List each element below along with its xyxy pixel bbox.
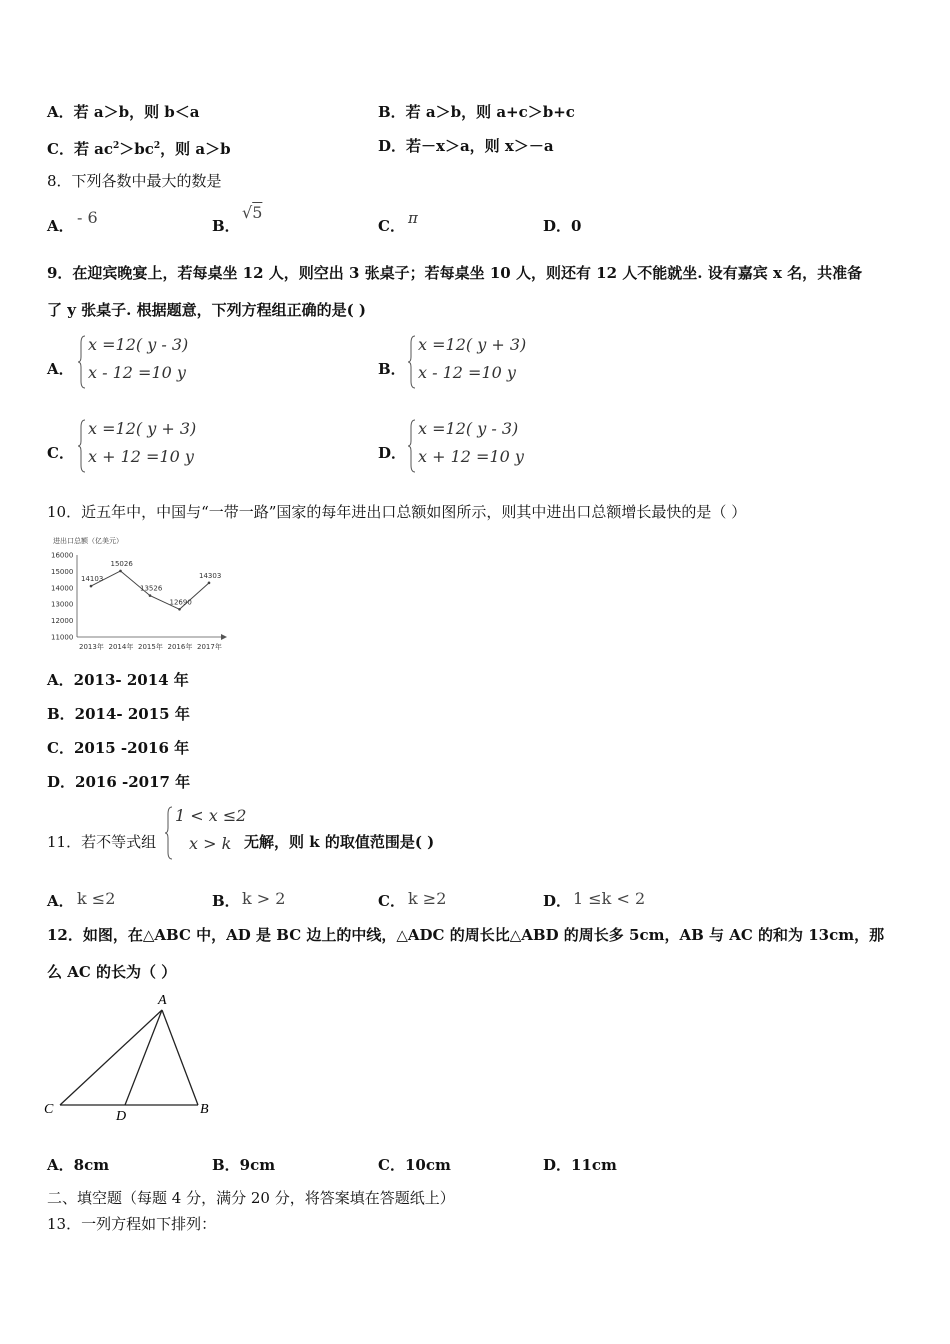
q11-stem-post: 无解，则 k 的取值范围是( ): [244, 833, 435, 851]
q11-option-b: B．: [212, 892, 240, 910]
chart-point: [149, 594, 152, 597]
q10-line-chart: [45, 533, 235, 655]
q9-option-c: C．: [47, 444, 74, 462]
segment-ca: [60, 1010, 162, 1105]
chart-y-tick-label: 14000: [51, 584, 74, 593]
q12-option-c: C．10cm: [378, 1156, 451, 1174]
q11-option-c-value: k ≥2: [408, 889, 447, 908]
chart-data-label: 13526: [140, 584, 163, 593]
point-b-label: B: [200, 1102, 209, 1117]
q12-option-d: D．11cm: [543, 1156, 617, 1174]
q8-option-a-value: - 6: [77, 208, 98, 227]
q7-option-d: D．若－x＞a，则 x＞－a: [378, 137, 554, 155]
chart-title: 进出口总额（亿美元）: [53, 537, 123, 545]
point-c-label: C: [44, 1102, 54, 1117]
chart-data-label: 12690: [169, 598, 192, 607]
segment-ad: [125, 1010, 162, 1105]
q9-stem-line2: 了 y 张桌子. 根据题意，下列方程组正确的是( ): [47, 301, 367, 319]
q11-stem-pre: 11．若不等式组: [47, 833, 157, 851]
point-d-label: D: [116, 1109, 127, 1124]
q9-stem-line1: 9．在迎宾晚宴上，若每桌坐 12 人，则空出 3 张桌子；若每桌坐 10 人，则还有 12 人不能就坐. 设有嘉宾 x 名，共准备: [47, 264, 863, 282]
chart-x-tick-label: 2013年: [79, 643, 104, 651]
section-2-heading: 二、填空题（每题 4 分，满分 20 分，将答案填在答题纸上）: [47, 1189, 455, 1207]
chart-point: [178, 608, 181, 611]
q8-option-b-value: √5: [242, 203, 263, 222]
q12-stem-line1: 12．如图，在△ABC 中，AD 是 BC 边上的中线，△ADC 的周长比△ABD 的周长多 5cm，AB 与 AC 的和为 13cm，那: [47, 926, 885, 944]
q12-option-b: B．9cm: [212, 1156, 276, 1174]
segment-ab: [162, 1010, 198, 1105]
chart-point: [208, 582, 211, 585]
q10-option-c: C．2015 -2016 年: [47, 739, 190, 757]
q7-option-c: C．若 $ac^2>bc^2$，则 a＞b: [47, 140, 231, 158]
q12-option-a: A．8cm: [47, 1156, 110, 1174]
chart-data-label: 14103: [81, 575, 104, 584]
q8-option-c: C．: [378, 217, 405, 235]
q7-option-b: B．若 a＞b，则 a+c＞b+c: [378, 103, 575, 121]
q9-option-a: A．: [47, 360, 74, 378]
q11-option-b-value: k > 2: [242, 889, 286, 908]
chart-y-tick-label: 12000: [51, 617, 74, 626]
q8-option-a: A．: [47, 217, 74, 235]
chart-data-label: 15026: [110, 559, 133, 568]
chart-x-tick-label: 2017年: [197, 643, 222, 651]
chart-y-tick-label: 15000: [51, 567, 74, 576]
q8-option-c-value: π: [408, 209, 418, 227]
chart-data-label: 14303: [199, 571, 222, 580]
q7-option-a: A．若 a＞b，则 b＜a: [47, 103, 200, 121]
q9-option-d: D．: [378, 444, 407, 462]
q10-stem: 10．近五年中，中国与“一带一路”国家的每年进出口总额如图所示，则其中进出口总额增长最快的是（ ）: [47, 503, 747, 521]
chart-y-tick-label: 13000: [51, 600, 74, 609]
chart-point: [119, 570, 122, 573]
chart-x-axis-arrow: [221, 634, 227, 640]
chart-x-tick-label: 2016年: [167, 643, 193, 651]
chart-x-tick-label: 2014年: [108, 643, 134, 651]
chart-y-tick-label: 11000: [51, 633, 74, 642]
q12-stem-line2: 么 AC 的长为（ ）: [47, 963, 177, 981]
q13-stem: 13．一列方程如下排列：: [47, 1215, 217, 1233]
q10-option-a: A．2013- 2014 年: [47, 671, 189, 689]
q8-option-b: B．: [212, 217, 240, 235]
q11-option-a: A．: [47, 892, 74, 910]
q10-option-b: B．2014- 2015 年: [47, 705, 190, 723]
chart-point: [90, 585, 93, 588]
q12-triangle-figure: [38, 990, 218, 1125]
q11-option-c: C．: [378, 892, 405, 910]
q8-stem: 8．下列各数中最大的数是: [47, 172, 222, 190]
q10-option-d: D．2016 -2017 年: [47, 773, 191, 791]
q11-option-d-value: 1 ≤k < 2: [573, 889, 646, 908]
q11-option-a-value: k ≤2: [77, 889, 116, 908]
q8-option-d: D．0: [543, 217, 582, 235]
point-a-label: A: [158, 993, 167, 1008]
q9-option-b: B．: [378, 360, 406, 378]
chart-y-tick-label: 16000: [51, 551, 74, 560]
q11-option-d: D．: [543, 892, 572, 910]
chart-x-tick-label: 2015年: [138, 643, 163, 651]
